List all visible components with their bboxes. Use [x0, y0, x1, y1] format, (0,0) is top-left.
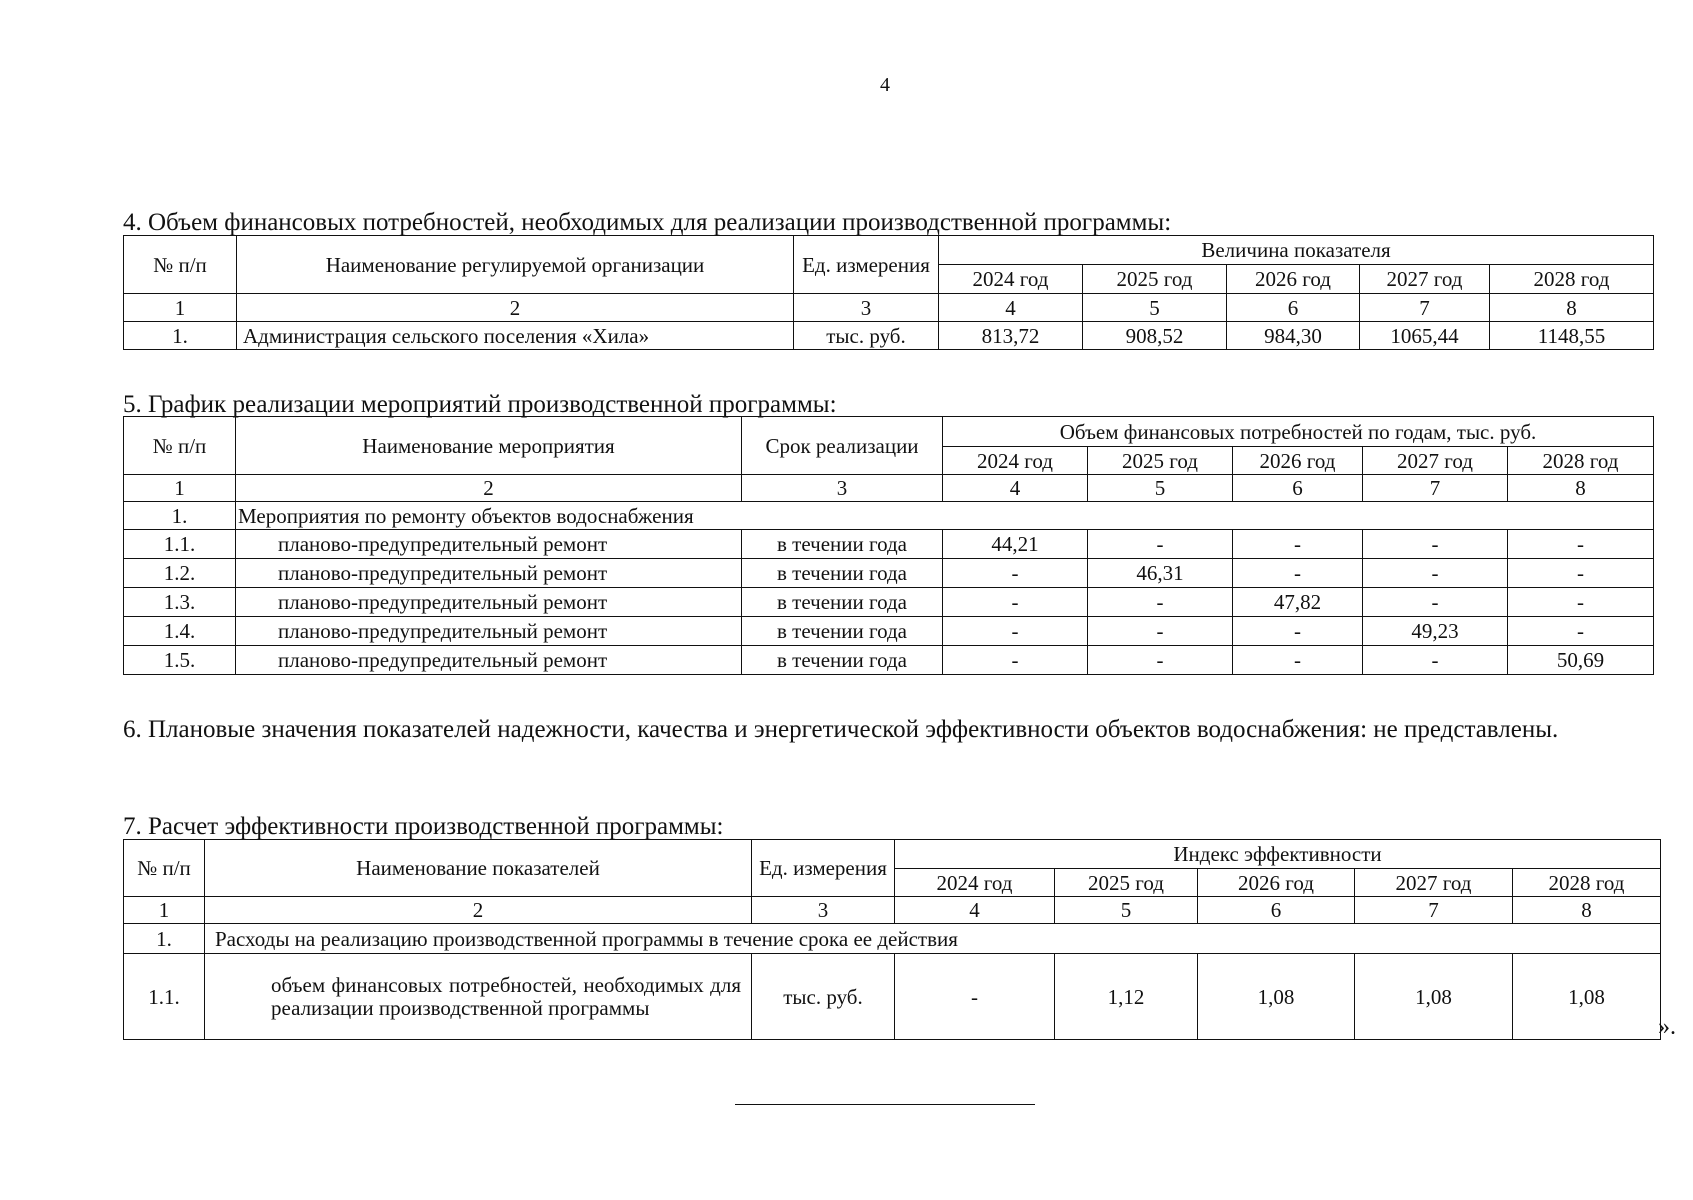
header-year: 2024 год: [943, 447, 1088, 475]
table-row: [124, 954, 1661, 1040]
col-number: 3: [742, 475, 943, 502]
header-unit: Ед. измерения: [752, 840, 895, 897]
header-year: 2027 год: [1355, 869, 1513, 897]
value-2025: -: [1088, 530, 1233, 559]
col-number: 1: [124, 294, 237, 322]
value-2028: -: [1508, 559, 1654, 588]
col-number: 4: [939, 294, 1083, 322]
table-row: [124, 588, 1654, 617]
measure-name: планово-предупредительный ремонт: [236, 588, 742, 617]
row-num: 1.1.: [124, 530, 236, 559]
term: в течении года: [742, 530, 943, 559]
header-year: 2028 год: [1508, 447, 1654, 475]
footer-divider: [735, 1104, 1035, 1105]
closing-quote: ».: [1658, 1014, 1676, 1040]
section-5-title: 5. График реализации мероприятий производственной программы:: [123, 391, 837, 418]
header-name: Наименование показателей: [205, 840, 752, 897]
row-num: 1.5.: [124, 646, 236, 675]
page-number: 4: [880, 74, 890, 96]
header-num: № п/п: [124, 840, 205, 897]
col-number: 6: [1233, 475, 1363, 502]
value-2025: 908,52: [1083, 322, 1227, 350]
table-row: [124, 559, 1654, 588]
value-2027: 49,23: [1363, 617, 1508, 646]
col-number: 7: [1363, 475, 1508, 502]
value-2028: -: [1508, 588, 1654, 617]
table-row: [124, 530, 1654, 559]
value-2026: 1,08: [1198, 954, 1355, 1040]
value-2027: -: [1363, 588, 1508, 617]
row-num: 1.3.: [124, 588, 236, 617]
group-name: Мероприятия по ремонту объектов водоснабжения: [236, 502, 1654, 530]
row-num: 1.: [124, 322, 237, 350]
header-group: Индекс эффективности: [895, 840, 1661, 869]
value-2026: -: [1233, 646, 1363, 675]
unit: тыс. руб.: [752, 954, 895, 1040]
value-2026: -: [1233, 530, 1363, 559]
value-2024: 44,21: [943, 530, 1088, 559]
value-2026: -: [1233, 617, 1363, 646]
value-2025: 46,31: [1088, 559, 1233, 588]
value-2028: 50,69: [1508, 646, 1654, 675]
row-num: 1.2.: [124, 559, 236, 588]
col-number: 1: [124, 897, 205, 924]
col-number: 6: [1227, 294, 1360, 322]
col-number: 8: [1513, 897, 1661, 924]
value-2026: 47,82: [1233, 588, 1363, 617]
col-number: 3: [794, 294, 939, 322]
col-number: 2: [237, 294, 794, 322]
value-2027: -: [1363, 530, 1508, 559]
value-2024: -: [943, 617, 1088, 646]
header-unit: Ед. измерения: [794, 236, 939, 294]
value-2024: -: [943, 559, 1088, 588]
row-num: 1.1.: [124, 954, 205, 1040]
value-2027: 1,08: [1355, 954, 1513, 1040]
header-num: № п/п: [124, 236, 237, 294]
col-number: 2: [236, 475, 742, 502]
header-year: 2025 год: [1088, 447, 1233, 475]
value-2025: -: [1088, 646, 1233, 675]
value-2028: 1148,55: [1490, 322, 1654, 350]
header-year: 2026 год: [1233, 447, 1363, 475]
value-2026: -: [1233, 559, 1363, 588]
unit: тыс. руб.: [794, 322, 939, 350]
col-number: 5: [1088, 475, 1233, 502]
value-2025: -: [1088, 617, 1233, 646]
header-num: № п/п: [124, 417, 236, 475]
header-name: Наименование мероприятия: [236, 417, 742, 475]
header-org: Наименование регулируемой организации: [237, 236, 794, 294]
table-row: [124, 617, 1654, 646]
table-row: [124, 646, 1654, 675]
value-2024: -: [895, 954, 1055, 1040]
value-2024: 813,72: [939, 322, 1083, 350]
section-7-title: 7. Расчет эффективности производственной программы:: [123, 813, 724, 840]
measure-name: планово-предупредительный ремонт: [236, 559, 742, 588]
header-year: 2025 год: [1083, 265, 1227, 294]
value-2024: -: [943, 588, 1088, 617]
value-2026: 984,30: [1227, 322, 1360, 350]
col-number: 7: [1360, 294, 1490, 322]
value-2024: -: [943, 646, 1088, 675]
header-year: 2024 год: [895, 869, 1055, 897]
financial-needs-table: [123, 235, 1654, 350]
term: в течении года: [742, 617, 943, 646]
header-year: 2026 год: [1198, 869, 1355, 897]
col-number: 6: [1198, 897, 1355, 924]
group-row: [124, 924, 1661, 954]
group-name: Расходы на реализацию производственной программы в течение срока ее действия: [205, 924, 1661, 954]
schedule-table: [123, 416, 1654, 675]
efficiency-table: [123, 839, 1661, 1040]
section-4-title: 4. Объем финансовых потребностей, необходимых для реализации производственной программы:: [123, 209, 1172, 236]
term: в течении года: [742, 588, 943, 617]
header-year: 2027 год: [1360, 265, 1490, 294]
col-number: 4: [895, 897, 1055, 924]
header-group: Объем финансовых потребностей по годам, тыс. руб.: [943, 417, 1654, 447]
header-year: 2028 год: [1490, 265, 1654, 294]
value-2025: -: [1088, 588, 1233, 617]
col-number: 3: [752, 897, 895, 924]
row-num: 1.4.: [124, 617, 236, 646]
header-group: Величина показателя: [939, 236, 1654, 265]
header-year: 2028 год: [1513, 869, 1661, 897]
org-name: Администрация сельского поселения «Хила»: [237, 322, 794, 350]
measure-name: планово-предупредительный ремонт: [236, 530, 742, 559]
col-number: 5: [1083, 294, 1227, 322]
col-number: 8: [1490, 294, 1654, 322]
value-2027: 1065,44: [1360, 322, 1490, 350]
term: в течении года: [742, 646, 943, 675]
value-2028: -: [1508, 530, 1654, 559]
section-6-text: 6. Плановые значения показателей надежности, качества и энергетической эффективности объектов водоснабжения: не представлены.: [123, 716, 1559, 743]
indicator-name: объем финансовых потребностей, необходимых для реализации производственной программы: [205, 954, 752, 1040]
term: в течении года: [742, 559, 943, 588]
measure-name: планово-предупредительный ремонт: [236, 646, 742, 675]
group-num: 1.: [124, 502, 236, 530]
col-number: 1: [124, 475, 236, 502]
header-term: Срок реализации: [742, 417, 943, 475]
value-2028: 1,08: [1513, 954, 1661, 1040]
value-2027: -: [1363, 559, 1508, 588]
header-year: 2025 год: [1055, 869, 1198, 897]
col-number: 4: [943, 475, 1088, 502]
group-row: [124, 502, 1654, 530]
table-row: [124, 322, 1654, 350]
value-2027: -: [1363, 646, 1508, 675]
measure-name: планово-предупредительный ремонт: [236, 617, 742, 646]
col-number: 2: [205, 897, 752, 924]
header-year: 2027 год: [1363, 447, 1508, 475]
header-year: 2026 год: [1227, 265, 1360, 294]
value-2025: 1,12: [1055, 954, 1198, 1040]
col-number: 7: [1355, 897, 1513, 924]
col-number: 5: [1055, 897, 1198, 924]
col-number: 8: [1508, 475, 1654, 502]
value-2028: -: [1508, 617, 1654, 646]
header-year: 2024 год: [939, 265, 1083, 294]
group-num: 1.: [124, 924, 205, 954]
